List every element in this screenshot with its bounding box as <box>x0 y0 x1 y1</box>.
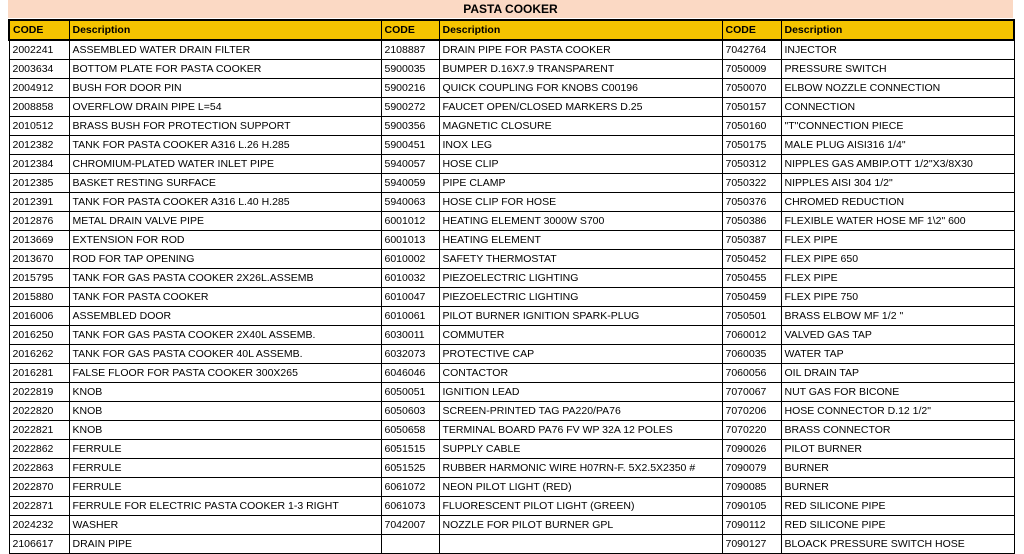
table-row <box>9 478 1014 497</box>
code-cell: 6010047 <box>381 288 439 307</box>
description-cell: DRAIN PIPE <box>69 535 381 554</box>
code-cell: 7050501 <box>722 307 781 326</box>
code-cell: 2012391 <box>9 193 69 212</box>
description-cell: RED SILICONE PIPE <box>781 516 1014 535</box>
table-row <box>9 269 1014 288</box>
code-cell: 7060056 <box>722 364 781 383</box>
description-cell: PIEZOELECTRIC LIGHTING <box>439 288 722 307</box>
description-cell: PIEZOELECTRIC LIGHTING <box>439 269 722 288</box>
code-cell: 7050157 <box>722 98 781 117</box>
description-cell: ASSEMBLED DOOR <box>69 307 381 326</box>
code-cell: 5940059 <box>381 174 439 193</box>
description-cell: BUSH FOR DOOR PIN <box>69 79 381 98</box>
table-row <box>9 288 1014 307</box>
table-row <box>9 250 1014 269</box>
description-cell: HEATING ELEMENT 3000W S700 <box>439 212 722 231</box>
header-description: Description <box>781 20 1014 40</box>
table-row <box>9 136 1014 155</box>
code-cell: 2015795 <box>9 269 69 288</box>
header-row <box>9 20 1014 40</box>
code-cell: 2022871 <box>9 497 69 516</box>
code-cell: 5940057 <box>381 155 439 174</box>
description-cell: EXTENSION FOR ROD <box>69 231 381 250</box>
code-cell: 2022820 <box>9 402 69 421</box>
description-cell <box>439 535 722 554</box>
table-row <box>9 174 1014 193</box>
description-cell: BRASS BUSH FOR PROTECTION SUPPORT <box>69 117 381 136</box>
description-cell: METAL DRAIN VALVE PIPE <box>69 212 381 231</box>
code-cell: 7050387 <box>722 231 781 250</box>
description-cell: HOSE CONNECTOR D.12 1/2" <box>781 402 1014 421</box>
code-cell: 6032073 <box>381 345 439 364</box>
description-cell: RUBBER HARMONIC WIRE H07RN-F. 5X2.5X2350 # <box>439 459 722 478</box>
code-cell: 6001012 <box>381 212 439 231</box>
code-cell: 7070220 <box>722 421 781 440</box>
code-cell: 2012876 <box>9 212 69 231</box>
description-cell: SCREEN-PRINTED TAG PA220/PA76 <box>439 402 722 421</box>
description-cell: TANK FOR GAS PASTA COOKER 2X26L.ASSEMB <box>69 269 381 288</box>
description-cell: FLEXIBLE WATER HOSE MF 1\2" 600 <box>781 212 1014 231</box>
description-cell: FALSE FLOOR FOR PASTA COOKER 300X265 <box>69 364 381 383</box>
description-cell: TERMINAL BOARD PA76 FV WP 32A 12 POLES <box>439 421 722 440</box>
code-cell: 2003634 <box>9 60 69 79</box>
code-cell: 2022862 <box>9 440 69 459</box>
description-cell: QUICK COUPLING FOR KNOBS C00196 <box>439 79 722 98</box>
description-cell: CHROMED REDUCTION <box>781 193 1014 212</box>
description-cell: BURNER <box>781 478 1014 497</box>
description-cell: BRASS CONNECTOR <box>781 421 1014 440</box>
description-cell: OVERFLOW DRAIN PIPE L=54 <box>69 98 381 117</box>
code-cell: 2015880 <box>9 288 69 307</box>
header-description: Description <box>439 20 722 40</box>
description-cell: SAFETY THERMOSTAT <box>439 250 722 269</box>
code-cell: 2004912 <box>9 79 69 98</box>
description-cell: HOSE CLIP FOR HOSE <box>439 193 722 212</box>
code-cell: 2022821 <box>9 421 69 440</box>
description-cell: TANK FOR PASTA COOKER <box>69 288 381 307</box>
code-cell: 2013669 <box>9 231 69 250</box>
description-cell: PRESSURE SWITCH <box>781 60 1014 79</box>
description-cell: TANK FOR PASTA COOKER A316 L.26 H.285 <box>69 136 381 155</box>
header-code: CODE <box>722 20 781 40</box>
code-cell: 2016262 <box>9 345 69 364</box>
description-cell: RED SILICONE PIPE <box>781 497 1014 516</box>
description-cell: NIPPLES AISI 304 1/2" <box>781 174 1014 193</box>
code-cell: 7050160 <box>722 117 781 136</box>
description-cell: TANK FOR GAS PASTA COOKER 40L ASSEMB. <box>69 345 381 364</box>
code-cell: 7090026 <box>722 440 781 459</box>
description-cell: NIPPLES GAS AMBIP.OTT 1/2"X3/8X30 <box>781 155 1014 174</box>
code-cell: 7090127 <box>722 535 781 554</box>
code-cell: 5900035 <box>381 60 439 79</box>
description-cell: BOTTOM PLATE FOR PASTA COOKER <box>69 60 381 79</box>
description-cell: PIPE CLAMP <box>439 174 722 193</box>
code-cell: 6051525 <box>381 459 439 478</box>
description-cell: CHROMIUM-PLATED WATER INLET PIPE <box>69 155 381 174</box>
description-cell: FLEX PIPE 750 <box>781 288 1014 307</box>
code-cell: 6061073 <box>381 497 439 516</box>
code-cell: 6030011 <box>381 326 439 345</box>
code-cell: 6001013 <box>381 231 439 250</box>
code-cell: 2016250 <box>9 326 69 345</box>
code-cell: 7070067 <box>722 383 781 402</box>
code-cell: 7070206 <box>722 402 781 421</box>
table-row <box>9 231 1014 250</box>
table-row <box>9 60 1014 79</box>
code-cell: 7090112 <box>722 516 781 535</box>
description-cell: PROTECTIVE CAP <box>439 345 722 364</box>
table-row <box>9 440 1014 459</box>
code-cell: 7050386 <box>722 212 781 231</box>
table-row <box>9 212 1014 231</box>
header-code: CODE <box>9 20 69 40</box>
description-cell: COMMUTER <box>439 326 722 345</box>
code-cell: 2012385 <box>9 174 69 193</box>
description-cell: WASHER <box>69 516 381 535</box>
code-cell: 6050603 <box>381 402 439 421</box>
code-cell: 6050051 <box>381 383 439 402</box>
description-cell: VALVED GAS TAP <box>781 326 1014 345</box>
description-cell: SUPPLY CABLE <box>439 440 722 459</box>
code-cell: 7060012 <box>722 326 781 345</box>
table-row <box>9 117 1014 136</box>
description-cell: ROD FOR TAP OPENING <box>69 250 381 269</box>
code-cell: 7090085 <box>722 478 781 497</box>
description-cell: BRASS ELBOW MF 1/2 " <box>781 307 1014 326</box>
description-cell: OIL DRAIN TAP <box>781 364 1014 383</box>
description-cell: NEON PILOT LIGHT (RED) <box>439 478 722 497</box>
description-cell: INJECTOR <box>781 40 1014 60</box>
description-cell: BURNER <box>781 459 1014 478</box>
table-body <box>9 40 1014 554</box>
code-cell: 2106617 <box>9 535 69 554</box>
table-row <box>9 402 1014 421</box>
code-cell: 2012384 <box>9 155 69 174</box>
code-cell: 7050322 <box>722 174 781 193</box>
description-cell: WATER TAP <box>781 345 1014 364</box>
table-row <box>9 326 1014 345</box>
description-cell: CONNECTION <box>781 98 1014 117</box>
description-cell: FLEX PIPE <box>781 231 1014 250</box>
code-cell: 7090079 <box>722 459 781 478</box>
code-cell: 7050455 <box>722 269 781 288</box>
code-cell: 7050009 <box>722 60 781 79</box>
description-cell: KNOB <box>69 383 381 402</box>
code-cell: 5900216 <box>381 79 439 98</box>
header-description: Description <box>69 20 381 40</box>
sheet-title: PASTA COOKER <box>8 0 1013 18</box>
code-cell: 2022863 <box>9 459 69 478</box>
description-cell: MAGNETIC CLOSURE <box>439 117 722 136</box>
header-code: CODE <box>381 20 439 40</box>
description-cell: FLUORESCENT PILOT LIGHT (GREEN) <box>439 497 722 516</box>
code-cell: 2024232 <box>9 516 69 535</box>
code-cell: 7050452 <box>722 250 781 269</box>
code-cell: 7050376 <box>722 193 781 212</box>
code-cell: 6050658 <box>381 421 439 440</box>
code-cell: 7042007 <box>381 516 439 535</box>
code-cell: 7050175 <box>722 136 781 155</box>
code-cell: 7060035 <box>722 345 781 364</box>
code-cell: 5940063 <box>381 193 439 212</box>
description-cell: BUMPER D.16X7.9 TRANSPARENT <box>439 60 722 79</box>
code-cell: 7090105 <box>722 497 781 516</box>
code-cell: 6010032 <box>381 269 439 288</box>
description-cell: KNOB <box>69 402 381 421</box>
code-cell: 2016281 <box>9 364 69 383</box>
table-row <box>9 497 1014 516</box>
description-cell: "T"CONNECTION PIECE <box>781 117 1014 136</box>
code-cell: 2012382 <box>9 136 69 155</box>
description-cell: NOZZLE FOR PILOT BURNER GPL <box>439 516 722 535</box>
description-cell: TANK FOR GAS PASTA COOKER 2X40L ASSEMB. <box>69 326 381 345</box>
description-cell: HEATING ELEMENT <box>439 231 722 250</box>
code-cell: 2022870 <box>9 478 69 497</box>
description-cell: FERRULE <box>69 478 381 497</box>
description-cell: PILOT BURNER <box>781 440 1014 459</box>
description-cell: BASKET RESTING SURFACE <box>69 174 381 193</box>
table-row <box>9 364 1014 383</box>
description-cell: FLEX PIPE <box>781 269 1014 288</box>
description-cell: FERRULE FOR ELECTRIC PASTA COOKER 1-3 RIGHT <box>69 497 381 516</box>
description-cell: INOX LEG <box>439 136 722 155</box>
code-cell: 6051515 <box>381 440 439 459</box>
code-cell: 6010002 <box>381 250 439 269</box>
table-row <box>9 516 1014 535</box>
code-cell <box>381 535 439 554</box>
table-row <box>9 40 1014 60</box>
description-cell: ELBOW NOZZLE CONNECTION <box>781 79 1014 98</box>
table-row <box>9 535 1014 554</box>
code-cell: 6061072 <box>381 478 439 497</box>
description-cell: DRAIN PIPE FOR PASTA COOKER <box>439 40 722 60</box>
description-cell: TANK FOR PASTA COOKER A316 L.40 H.285 <box>69 193 381 212</box>
code-cell: 7050459 <box>722 288 781 307</box>
table-row <box>9 459 1014 478</box>
table-row <box>9 155 1014 174</box>
code-cell: 6046046 <box>381 364 439 383</box>
code-cell: 2008858 <box>9 98 69 117</box>
code-cell: 2002241 <box>9 40 69 60</box>
table-row <box>9 193 1014 212</box>
description-cell: FERRULE <box>69 440 381 459</box>
code-cell: 7050070 <box>722 79 781 98</box>
description-cell: FERRULE <box>69 459 381 478</box>
code-cell: 2108887 <box>381 40 439 60</box>
description-cell: FLEX PIPE 650 <box>781 250 1014 269</box>
code-cell: 5900356 <box>381 117 439 136</box>
table-row <box>9 345 1014 364</box>
table-row <box>9 307 1014 326</box>
code-cell: 2022819 <box>9 383 69 402</box>
parts-table <box>8 19 1015 554</box>
code-cell: 5900272 <box>381 98 439 117</box>
code-cell: 2016006 <box>9 307 69 326</box>
code-cell: 7042764 <box>722 40 781 60</box>
description-cell: PILOT BURNER IGNITION SPARK-PLUG <box>439 307 722 326</box>
code-cell: 6010061 <box>381 307 439 326</box>
table-row <box>9 421 1014 440</box>
table-row <box>9 383 1014 402</box>
description-cell: IGNITION LEAD <box>439 383 722 402</box>
code-cell: 2013670 <box>9 250 69 269</box>
code-cell: 7050312 <box>722 155 781 174</box>
description-cell: FAUCET OPEN/CLOSED MARKERS D.25 <box>439 98 722 117</box>
table-row <box>9 79 1014 98</box>
description-cell: NUT GAS FOR BICONE <box>781 383 1014 402</box>
table-row <box>9 98 1014 117</box>
description-cell: HOSE CLIP <box>439 155 722 174</box>
code-cell: 2010512 <box>9 117 69 136</box>
description-cell: ASSEMBLED WATER DRAIN FILTER <box>69 40 381 60</box>
description-cell: KNOB <box>69 421 381 440</box>
code-cell: 5900451 <box>381 136 439 155</box>
description-cell: BLOACK PRESSURE SWITCH HOSE <box>781 535 1014 554</box>
description-cell: MALE PLUG AISI316 1/4" <box>781 136 1014 155</box>
description-cell: CONTACTOR <box>439 364 722 383</box>
